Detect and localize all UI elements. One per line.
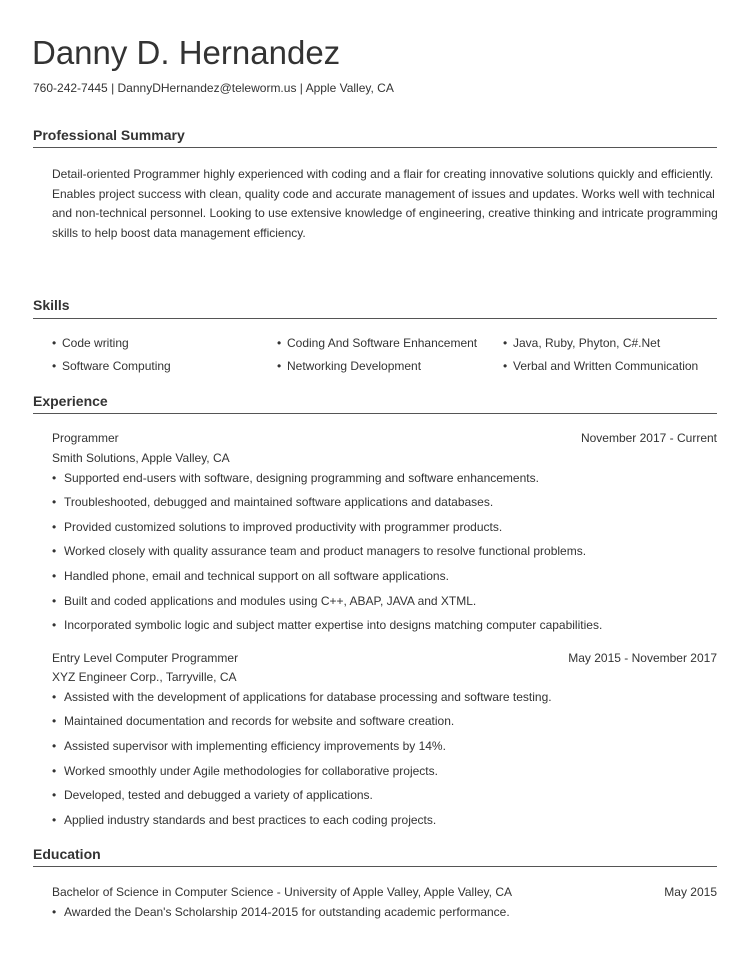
- job-bullet: • Built and coded applications and modules using C++, ABAP, JAVA and XTML.: [52, 594, 477, 608]
- education-degree: Bachelor of Science in Computer Science - University of Apple Valley, Apple Valley, CA: [52, 885, 513, 899]
- section-divider: [33, 866, 717, 867]
- job-dates: November 2017 - Current: [580, 431, 717, 445]
- section-title-skills: Skills: [33, 297, 70, 313]
- skill-item: • Coding And Software Enhancement: [277, 336, 478, 350]
- skill-item: • Code writing: [52, 336, 129, 350]
- section-title-education: Education: [33, 846, 101, 862]
- job-bullet: • Assisted supervisor with implementing efficiency improvements by 14%.: [52, 739, 446, 753]
- job-bullet: • Worked smoothly under Agile methodologies for collaborative projects.: [52, 764, 438, 778]
- job-bullet: • Incorporated symbolic logic and subject matter expertise into designs matching computer capabilities.: [52, 618, 603, 632]
- section-title-experience: Experience: [33, 393, 108, 409]
- job-company: Smith Solutions, Apple Valley, CA: [52, 451, 230, 465]
- job-bullet: • Supported end-users with software, designing programming and software enhancements.: [52, 471, 539, 485]
- summary-text: Detail-oriented Programmer highly experienced with coding and a flair for creating innovative solutions quickly and efficiently. Enables project success with clean, quality code and accurate management of issues and updates. Works well with technical and non-technical personnel. Looking to use extensive knowledge of engineering, creative thinking and intricate programming skills to help boost data management efficiency.: [52, 167, 718, 241]
- job-company: XYZ Engineer Corp., Tarryville, CA: [52, 670, 237, 684]
- candidate-name: Danny D. Hernandez: [32, 34, 341, 71]
- education-date: May 2015: [664, 885, 717, 899]
- job-title: Entry Level Computer Programmer: [52, 651, 239, 665]
- job-bullet: • Handled phone, email and technical support on all software applications.: [52, 569, 449, 583]
- job-bullet: • Worked closely with quality assurance team and product managers to resolve functional problems.: [52, 544, 587, 558]
- section-divider: [33, 318, 717, 319]
- job-bullet: • Maintained documentation and records for website and software creation.: [52, 714, 455, 728]
- job-bullet: • Applied industry standards and best practices to each coding projects.: [52, 813, 437, 827]
- job-dates: May 2015 - November 2017: [568, 651, 717, 665]
- skill-item: • Networking Development: [277, 359, 422, 373]
- section-title-summary: Professional Summary: [33, 127, 185, 143]
- job-bullet: • Developed, tested and debugged a variety of applications.: [52, 788, 373, 802]
- job-title: Programmer: [52, 431, 119, 445]
- skill-item: • Software Computing: [52, 359, 171, 373]
- job-bullet: • Troubleshooted, debugged and maintained software applications and databases.: [52, 495, 494, 509]
- education-bullet: • Awarded the Dean's Scholarship 2014-2015 for outstanding academic performance.: [52, 905, 510, 919]
- section-divider: [33, 413, 717, 414]
- skill-item: • Verbal and Written Communication: [503, 359, 699, 373]
- skill-item: • Java, Ruby, Phyton, C#.Net: [503, 336, 661, 350]
- job-bullet: • Assisted with the development of applications for database processing and software testing.: [52, 690, 552, 704]
- job-bullet: • Provided customized solutions to improved productivity with programmer products.: [52, 520, 503, 534]
- section-divider: [33, 147, 717, 148]
- contact-line: 760-242-7445 | DannyDHernandez@teleworm.us | Apple Valley, CA: [33, 81, 394, 95]
